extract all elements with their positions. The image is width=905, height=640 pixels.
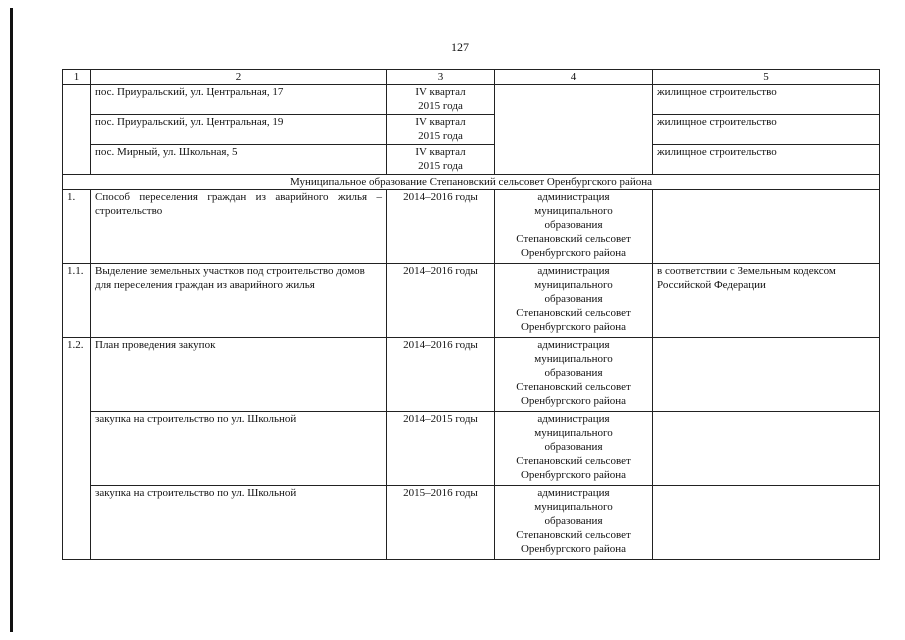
address-cell: пос. Приуральский, ул. Центральная, 19 — [91, 115, 387, 145]
measure-text: закупка на строительство по ул. Школьной — [91, 412, 387, 486]
document-table — [62, 69, 880, 560]
note-cell — [653, 486, 880, 560]
period-cell: IV квартал 2015 года — [387, 85, 495, 115]
note-cell — [653, 412, 880, 486]
measure-text: закупка на строительство по ул. Школьной — [91, 486, 387, 560]
responsible-cell: администрация муниципального образования Степановский сельсовет Оренбургского района — [495, 190, 653, 264]
header-col-3: 3 — [387, 70, 495, 85]
table-row — [63, 264, 880, 338]
responsible-cell: администрация муниципального образования Степановский сельсовет Оренбургского района — [495, 264, 653, 338]
measure-text: Способ переселения граждан из аварийного жилья – строительство — [91, 190, 387, 264]
measure-text: Выделение земельных участков под строительство домов для переселения граждан из аварийного жилья — [91, 264, 387, 338]
period-cell: 2014–2016 годы — [387, 190, 495, 264]
page-number: 127 — [451, 40, 469, 54]
purpose-cell: жилищное строительство — [653, 85, 880, 115]
measure-text: План проведения закупок — [91, 338, 387, 412]
address-cell: пос. Приуральский, ул. Центральная, 17 — [91, 85, 387, 115]
empty-cell — [63, 85, 91, 175]
responsible-cell: администрация муниципального образования Степановский сельсовет Оренбургского района — [495, 486, 653, 560]
table-row — [63, 145, 880, 175]
header-col-4: 4 — [495, 70, 653, 85]
row-number: 1.1. — [63, 264, 91, 338]
responsible-cell: администрация муниципального образования Степановский сельсовет Оренбургского района — [495, 338, 653, 412]
header-col-2: 2 — [91, 70, 387, 85]
empty-cell — [495, 85, 653, 175]
period-cell: 2015–2016 годы — [387, 486, 495, 560]
period-cell: IV квартал 2015 года — [387, 115, 495, 145]
purpose-cell: жилищное строительство — [653, 115, 880, 145]
header-col-5: 5 — [653, 70, 880, 85]
row-number: 1.2. — [63, 338, 91, 560]
table-row — [63, 85, 880, 115]
period-cell: IV квартал 2015 года — [387, 145, 495, 175]
period-cell: 2014–2016 годы — [387, 338, 495, 412]
period-cell: 2014–2015 годы — [387, 412, 495, 486]
table-row — [63, 190, 880, 264]
period-cell: 2014–2016 годы — [387, 264, 495, 338]
address-cell: пос. Мирный, ул. Школьная, 5 — [91, 145, 387, 175]
header-row — [63, 70, 880, 85]
note-cell: в соответствии с Земельным кодексом Российской Федерации — [653, 264, 880, 338]
table-row — [63, 486, 880, 560]
section-row — [63, 175, 880, 190]
row-number: 1. — [63, 190, 91, 264]
section-title: Муниципальное образование Степановский сельсовет Оренбургского района — [63, 175, 880, 190]
header-col-1: 1 — [63, 70, 91, 85]
table-row — [63, 338, 880, 412]
note-cell — [653, 338, 880, 412]
table-row — [63, 412, 880, 486]
table-row — [63, 115, 880, 145]
purpose-cell: жилищное строительство — [653, 145, 880, 175]
scan-edge-line — [10, 8, 13, 632]
note-cell — [653, 190, 880, 264]
responsible-cell: администрация муниципального образования Степановский сельсовет Оренбургского района — [495, 412, 653, 486]
